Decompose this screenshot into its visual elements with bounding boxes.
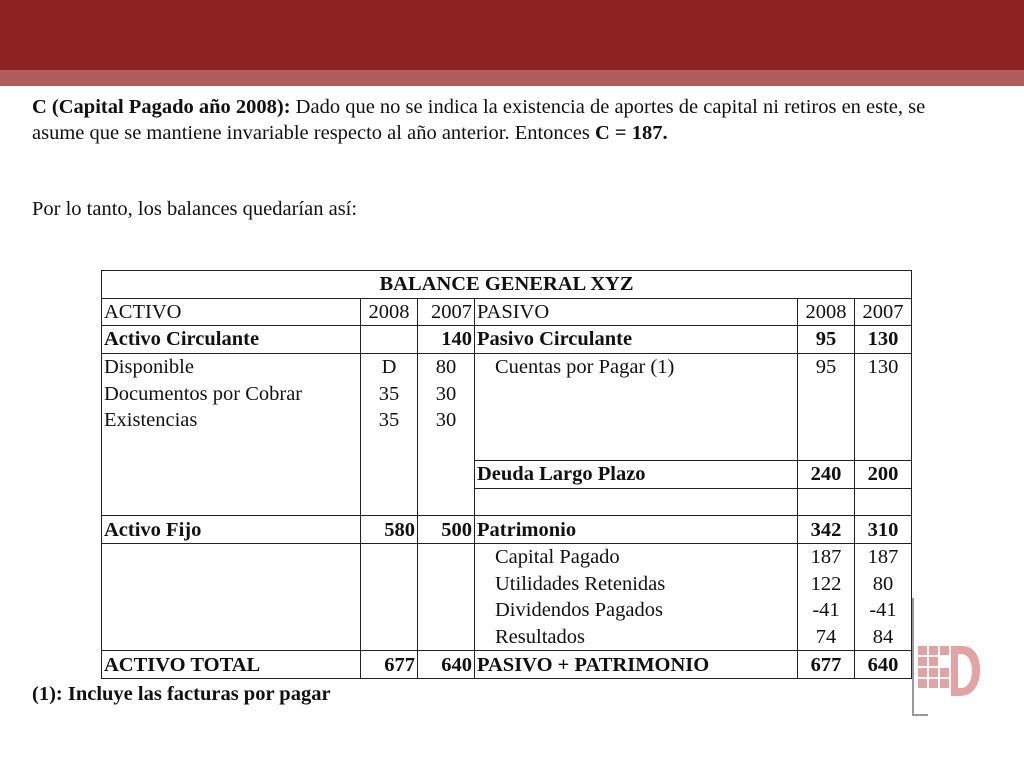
row-empty-5-2007: [418, 571, 475, 598]
row-empty-liab-1: [475, 380, 798, 407]
row-pasivo-patrimonio-2007: 640: [855, 651, 912, 679]
row-empty-liab-2: [475, 407, 798, 434]
row-empty-3: [102, 488, 361, 516]
header-band-stripe: [0, 70, 1024, 86]
balance-title: BALANCE GENERAL XYZ: [102, 271, 912, 299]
row-activo-fijo-2008: 580: [361, 516, 418, 544]
row-empty-1: [102, 434, 361, 461]
row-empty-3-liab-2007: [855, 488, 912, 516]
row-dividendos-pagados-2008: -41: [798, 597, 855, 624]
row-activo-fijo-label: Activo Fijo: [102, 516, 361, 544]
row-cuentas-por-pagar-2007: 130: [855, 353, 912, 380]
row-empty-7-2007: [418, 624, 475, 651]
row-empty-liab-1-2008: [798, 380, 855, 407]
row-activo-total-2008: 677: [361, 651, 418, 679]
row-patrimonio-2008: 342: [798, 516, 855, 544]
balance-table: [101, 270, 912, 679]
row-empty-5: [102, 571, 361, 598]
header-year-2007-assets: 2007: [418, 298, 475, 326]
row-empty-4-2008: [361, 543, 418, 570]
row-dividendos-pagados-2007: -41: [855, 597, 912, 624]
row-activo-circulante-2008: [361, 326, 418, 354]
row-empty-6-2007: [418, 597, 475, 624]
row-empty-1-liab: [475, 434, 798, 461]
university-logo-icon: [918, 646, 980, 698]
row-empty-1-liab-2007: [855, 434, 912, 461]
row-capital-pagado-2007: 187: [855, 543, 912, 570]
row-empty-1-2007: [418, 434, 475, 461]
row-activo-total-label: ACTIVO TOTAL: [102, 651, 361, 679]
row-disponible-2008: D: [361, 353, 418, 380]
row-patrimonio-label: Patrimonio: [475, 516, 798, 544]
row-empty-2: [102, 461, 361, 489]
row-utilidades-retenidas-2007: 80: [855, 571, 912, 598]
row-deuda-largo-plazo-2007: 200: [855, 461, 912, 489]
header-year-2008-assets: 2008: [361, 298, 418, 326]
row-empty-3-liab-2008: [798, 488, 855, 516]
footnote: (1): Incluye las facturas por pagar: [32, 683, 331, 705]
row-empty-4-2007: [418, 543, 475, 570]
header-year-2007-liab: 2007: [855, 298, 912, 326]
row-activo-circulante-label: Activo Circulante: [102, 326, 361, 354]
row-patrimonio-2007: 310: [855, 516, 912, 544]
row-capital-pagado-label: Capital Pagado: [475, 543, 798, 570]
row-empty-liab-2-2007: [855, 407, 912, 434]
row-cuentas-por-pagar-label: Cuentas por Pagar (1): [475, 353, 798, 380]
row-empty-7-2008: [361, 624, 418, 651]
header-pasivo: PASIVO: [475, 298, 798, 326]
row-pasivo-circulante-2008: 95: [798, 326, 855, 354]
row-empty-4: [102, 543, 361, 570]
row-empty-2-2008: [361, 461, 418, 489]
row-deuda-largo-plazo-2008: 240: [798, 461, 855, 489]
row-resultados-label: Resultados: [475, 624, 798, 651]
row-empty-2-2007: [418, 461, 475, 489]
row-cuentas-por-pagar-2008: 95: [798, 353, 855, 380]
row-empty-liab-2-2008: [798, 407, 855, 434]
row-empty-5-2008: [361, 571, 418, 598]
row-empty-liab-1-2007: [855, 380, 912, 407]
row-documentos-2007: 30: [418, 380, 475, 407]
row-empty-6: [102, 597, 361, 624]
row-empty-1-liab-2008: [798, 434, 855, 461]
header-band: [0, 0, 1024, 70]
row-existencias-label: Existencias: [102, 407, 361, 434]
row-dividendos-pagados-label: Dividendos Pagados: [475, 597, 798, 624]
row-empty-3-2007: [418, 488, 475, 516]
row-empty-1-2008: [361, 434, 418, 461]
capital-text: Dado que no se indica la existencia de aportes de capital ni retiros en este, se asume que se mantiene invariable respecto al año anterior. Entonces: [32, 96, 926, 144]
row-empty-6-2008: [361, 597, 418, 624]
header-year-2008-liab: 2008: [798, 298, 855, 326]
row-disponible-2007: 80: [418, 353, 475, 380]
row-resultados-2007: 84: [855, 624, 912, 651]
row-pasivo-patrimonio-2008: 677: [798, 651, 855, 679]
row-pasivo-circulante-2007: 130: [855, 326, 912, 354]
row-activo-circulante-2007: 140: [418, 326, 475, 354]
row-empty-7: [102, 624, 361, 651]
header-activo: ACTIVO: [102, 298, 361, 326]
row-pasivo-patrimonio-label: PASIVO + PATRIMONIO: [475, 651, 798, 679]
row-existencias-2007: 30: [418, 407, 475, 434]
row-empty-3-liab: [475, 488, 798, 516]
row-documentos-2008: 35: [361, 380, 418, 407]
row-deuda-largo-plazo-label: Deuda Largo Plazo: [475, 461, 798, 489]
capital-result: C = 187.: [594, 122, 668, 144]
capital-paragraph: [32, 94, 982, 146]
capital-heading: C (Capital Pagado año 2008):: [32, 96, 291, 118]
row-activo-total-2007: 640: [418, 651, 475, 679]
row-existencias-2008: 35: [361, 407, 418, 434]
row-utilidades-retenidas-label: Utilidades Retenidas: [475, 571, 798, 598]
conclusion-paragraph: Por lo tanto, los balances quedarían así:: [32, 198, 358, 220]
row-capital-pagado-2008: 187: [798, 543, 855, 570]
row-documentos-label: Documentos por Cobrar: [102, 380, 361, 407]
row-empty-3-2008: [361, 488, 418, 516]
row-pasivo-circulante-label: Pasivo Circulante: [475, 326, 798, 354]
row-utilidades-retenidas-2008: 122: [798, 571, 855, 598]
row-disponible-label: Disponible: [102, 353, 361, 380]
row-activo-fijo-2007: 500: [418, 516, 475, 544]
row-resultados-2008: 74: [798, 624, 855, 651]
